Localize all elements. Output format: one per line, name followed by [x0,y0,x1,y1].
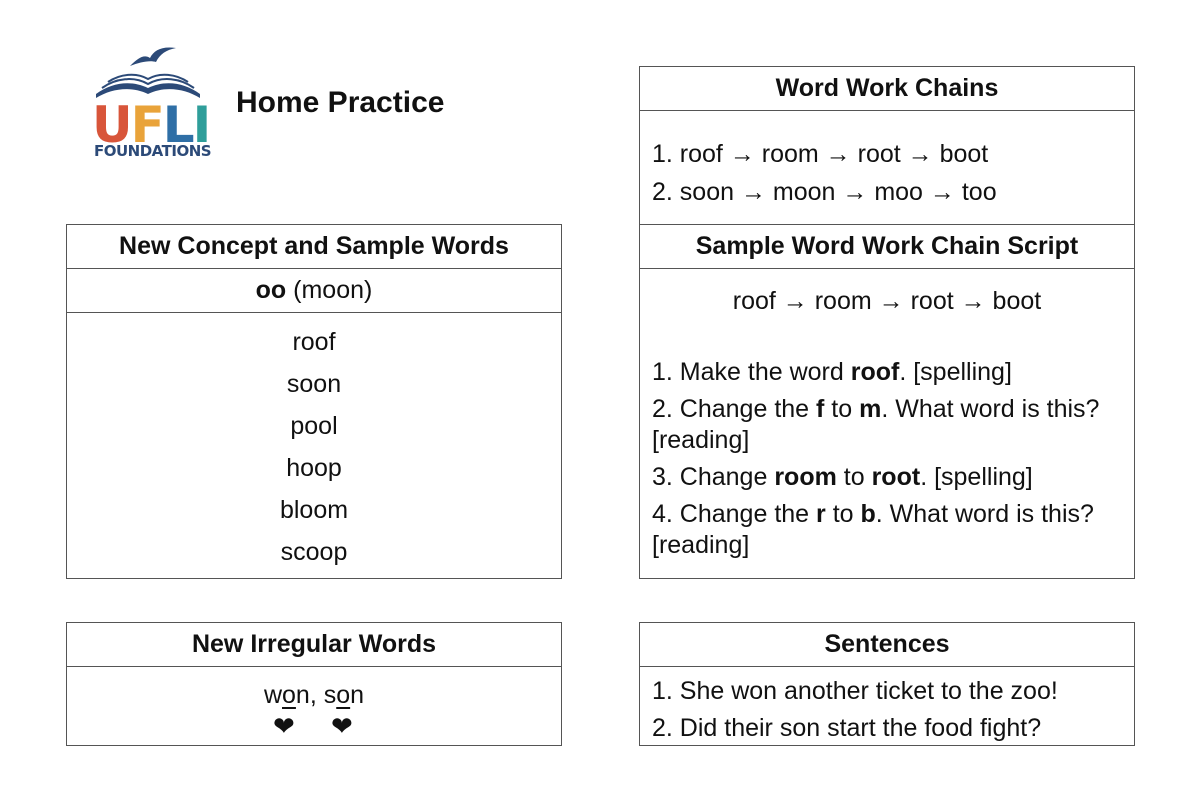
sample-word: soon [286,370,342,398]
concept-title: New Concept and Sample Words [67,225,561,269]
irregular-words [67,667,561,709]
irregular-word-son: son [323,681,365,709]
sentence-item: 1. She won another ticket to the zoo! [652,677,1058,705]
script-step: 3. Change room to root. [spelling] [652,463,1033,491]
concept-key-word: (moon) [293,276,373,304]
sample-word: bloom [279,496,349,524]
sample-word: hoop [286,454,342,482]
chains-title: Word Work Chains [640,67,1134,111]
irregular-word-won: won [263,681,310,709]
heart-icon: ❤ [331,711,353,741]
sentences-title: Sentences [640,623,1134,667]
sentence-item: 2. Did their son start the food fight? [652,714,1042,742]
sample-word: scoop [280,538,348,566]
sentences-box [639,622,1135,746]
chain-item: 1. roof → room → root → boot [652,140,989,168]
ufli-logo [92,44,212,162]
chains-list [640,111,1134,211]
script-step: 1. Make the word roof. [spelling] [652,358,1012,386]
concept-pattern: oo [255,276,287,304]
sample-word: pool [290,412,338,440]
chains-box [639,66,1135,226]
logo-subtitle: FOUNDATIONS [94,142,212,160]
irregular-box [66,622,562,746]
sample-word-list [67,313,561,573]
script-step: 4. Change the r to b. What word is this? [reading] [652,500,1094,559]
script-steps [640,327,1134,561]
logo-letter-u: U [92,96,131,154]
chain-item: 2. soon → moon → moo → too [652,178,997,206]
concept-box [66,224,562,579]
page-title: Home Practice [236,86,445,119]
logo-letter-l: L [162,96,193,154]
script-chain: roof → room → root → boot [732,287,1042,315]
heart-icon: ❤ [273,711,295,741]
sentences-list [640,667,1134,747]
concept-pattern-row [67,269,561,313]
irregular-separator: , [309,681,324,709]
logo-letter-i: I [192,96,210,154]
heart-row [67,713,561,743]
book-bird-icon [92,44,204,104]
script-title: Sample Word Work Chain Script [640,225,1134,269]
sample-word: roof [292,328,336,356]
script-box [639,224,1135,579]
irregular-title: New Irregular Words [67,623,561,667]
logo-letter-f: F [130,96,163,154]
script-step: 2. Change the f to m. What word is this? [reading] [652,395,1100,454]
